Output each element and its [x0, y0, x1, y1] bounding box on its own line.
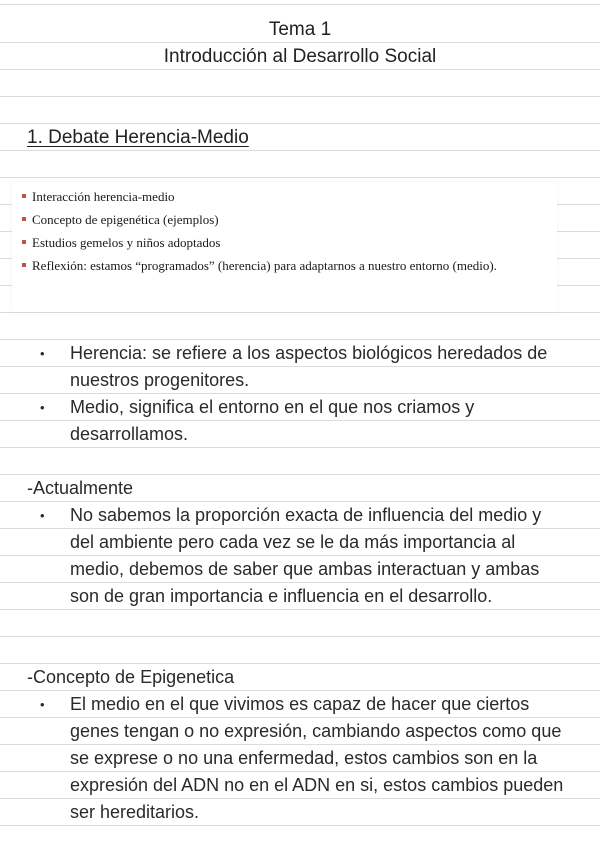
square-bullet-icon	[22, 194, 26, 198]
note-text: Herencia: se refiere a los aspectos biológicos heredados de nuestros progenitores.	[70, 343, 548, 390]
slide-item-text: Concepto de epigenética (ejemplos)	[32, 212, 219, 227]
document-header	[0, 16, 600, 70]
note-text: No sabemos la proporción exacta de influencia del medio y del ambiente pero cada vez se le da más importancia al medio, debemos de saber que ambas interactuan y ambas son de gran importancia e influencia en el desarrollo.	[70, 505, 542, 606]
definition-herencia	[0, 340, 600, 394]
bullet-icon: •	[40, 697, 45, 712]
bullet-icon: •	[40, 508, 45, 523]
slide-item-text: Estudios gemelos y niños adoptados	[32, 235, 221, 250]
definitions-list	[0, 340, 600, 448]
slide-list-item	[32, 213, 557, 227]
epigenetica-list	[0, 691, 600, 826]
epigenetica-heading: -Concepto de Epigenetica	[27, 667, 235, 687]
actualmente-heading: -Actualmente	[27, 478, 134, 498]
document-title: Tema 1	[268, 19, 332, 40]
square-bullet-icon	[22, 240, 26, 244]
slide-excerpt	[12, 182, 557, 312]
actualmente-list	[0, 502, 600, 610]
document-subtitle: Introducción al Desarrollo Social	[163, 46, 437, 67]
slide-bullet-list	[12, 182, 557, 273]
slide-item-text: Interacción herencia-medio	[32, 189, 175, 204]
slide-list-item	[32, 236, 557, 250]
note-text: Medio, significa el entorno en el que nos criamos y desarrollamos.	[70, 397, 475, 444]
definition-medio	[0, 394, 600, 448]
note-text: El medio en el que vivimos es capaz de hacer que ciertos genes tengan o no expresión, cambiando aspectos como que se exprese o no una enfermedad, estos cambios son en la expresión del ADN no en el ADN en si, estos cambios pueden ser hereditarios.	[70, 694, 564, 822]
bullet-icon: •	[40, 346, 45, 361]
slide-list-item	[32, 259, 557, 273]
square-bullet-icon	[22, 263, 26, 267]
slide-item-text: Reflexión: estamos “programados” (herencia) para adaptarnos a nuestro entorno (medio).	[32, 258, 497, 273]
bullet-icon: •	[40, 400, 45, 415]
section-heading: 1. Debate Herencia-Medio	[27, 127, 249, 148]
slide-list-item	[32, 190, 557, 204]
epigenetica-item	[0, 691, 600, 826]
square-bullet-icon	[22, 217, 26, 221]
actualmente-item	[0, 502, 600, 610]
